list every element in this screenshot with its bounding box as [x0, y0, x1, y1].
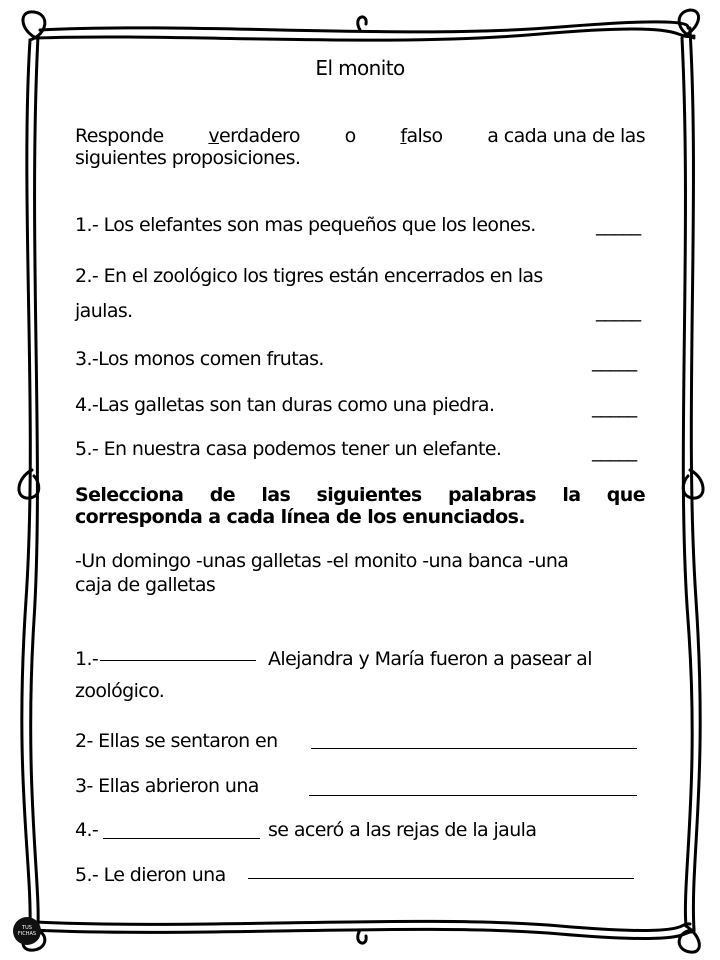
tf-blank-1[interactable]: _____ — [596, 214, 641, 236]
fill-item-3-pre: 3- Ellas abrieron una — [75, 775, 259, 797]
tf-blank-4[interactable]: _____ — [592, 396, 637, 418]
instructions2-line-2: corresponda a cada línea de los enunciados. — [75, 506, 525, 528]
brand-logo — [13, 917, 41, 945]
instructions2-line-1: Selecciona de las siguientes palabras la que — [75, 484, 645, 506]
f-rest: also — [406, 125, 443, 147]
page-title: El monito — [315, 56, 405, 80]
fill-line-5[interactable] — [248, 878, 634, 879]
fill-item-1-post2: zoológico. — [75, 680, 165, 702]
fill-line-3[interactable] — [309, 795, 637, 796]
instructions-line-1 — [75, 125, 645, 147]
tf-item-2: 2.- En el zoológico los tigres están encerrados en las — [75, 265, 543, 287]
instr-falso — [400, 125, 442, 147]
instr-post: a cada una de las — [487, 125, 645, 147]
tf-item-2-cont: jaulas. — [75, 300, 133, 322]
fill-line-2[interactable] — [311, 748, 637, 749]
instructions-line-2: siguientes proposiciones. — [75, 147, 301, 169]
fill-line-4[interactable] — [103, 838, 260, 839]
tf-item-5: 5.- En nuestra casa podemos tener un elefante. — [75, 438, 502, 460]
fill-item-4-post: se aceró a las rejas de la jaula — [268, 819, 537, 841]
tf-item-3: 3.-Los monos comen frutas. — [75, 348, 324, 370]
instr-o: o — [344, 125, 356, 147]
v-letter: v — [208, 125, 220, 147]
fill-item-1-post: Alejandra y María fueron a pasear al — [268, 648, 592, 670]
instr-verdadero — [208, 125, 300, 147]
v-rest: erdadero — [219, 125, 300, 147]
logo-text: TUS FICHAS — [17, 925, 37, 937]
f-letter: f — [400, 125, 407, 147]
word-bank-line-2: caja de galletas — [75, 574, 216, 596]
tf-blank-3[interactable]: _____ — [592, 350, 637, 372]
word-bank-line-1: -Un domingo -unas galletas -el monito -una banca -una — [75, 550, 569, 572]
fill-line-1[interactable] — [100, 660, 256, 661]
tf-blank-2[interactable]: _____ — [596, 300, 641, 322]
fill-item-2-pre: 2- Ellas se sentaron en — [75, 730, 278, 752]
fill-item-5-pre: 5.- Le dieron una — [75, 864, 226, 886]
fill-item-1-pre: 1.- — [75, 648, 99, 670]
fill-item-4-pre: 4.- — [75, 819, 99, 841]
tf-item-1: 1.- Los elefantes son mas pequeños que los leones. — [75, 214, 536, 236]
tf-blank-5[interactable]: _____ — [592, 440, 637, 462]
tf-item-4: 4.-Las galletas son tan duras como una piedra. — [75, 394, 495, 416]
instr-pre: Responde — [75, 125, 164, 147]
